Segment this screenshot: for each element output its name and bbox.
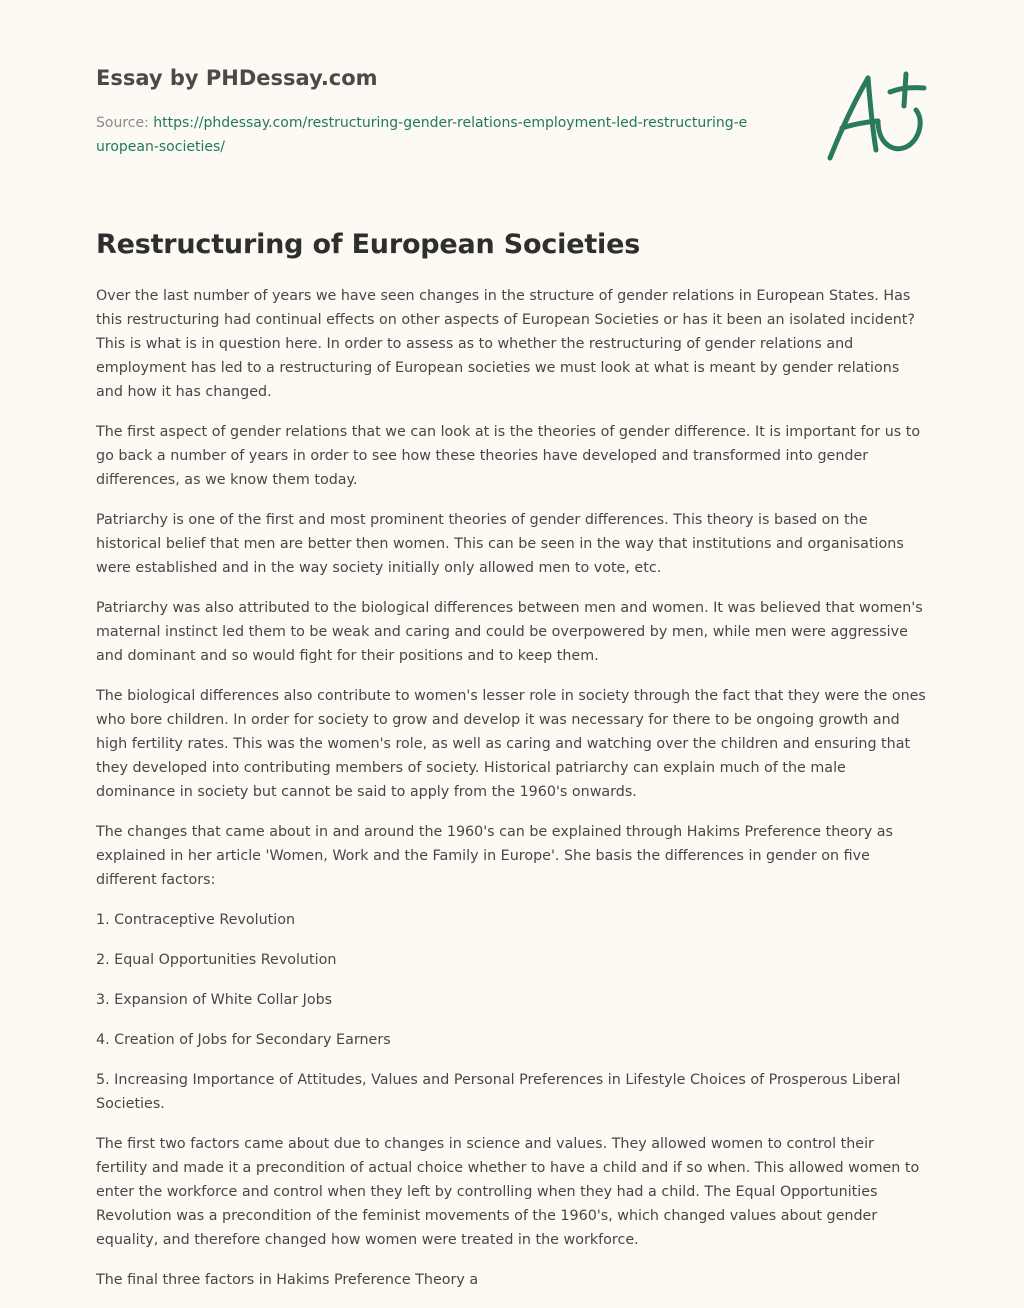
- essay-title: Restructuring of European Societies: [96, 229, 641, 260]
- page-header: [96, 62, 756, 159]
- list-item: 3. Expansion of White Collar Jobs: [96, 992, 333, 1008]
- essay-body: [96, 284, 928, 1308]
- essay-paragraph: The first aspect of gender relations that we can look at is the theories of gender difference. It is important for us to go back a number of years in order to see how these theories have developed and transformed into gender differences, as we know them today.: [96, 424, 921, 488]
- essay-paragraph: Patriarchy is one of the first and most prominent theories of gender differences. This theory is based on the historical belief that men are better then women. This can be seen in the way that institutions and organisations were established and in the way society initially only allowed men to vote, etc.: [96, 512, 904, 576]
- a-plus-logo-icon: [820, 66, 930, 166]
- list-item: 4. Creation of Jobs for Secondary Earners: [96, 1032, 391, 1048]
- essay-paragraph: Patriarchy was also attributed to the biological differences between men and women. It was believed that women's maternal instinct led them to be weak and caring and could be overpowered by men, while men were aggressive and dominant and so would fight for their positions and to keep them.: [96, 600, 923, 664]
- list-item: 5. Increasing Importance of Attitudes, Values and Personal Preferences in Lifestyle Choices of Prosperous Liberal Societies.: [96, 1072, 901, 1112]
- site-title: Essay by PHDessay.com: [96, 66, 378, 90]
- essay-paragraph: The biological differences also contribute to women's lesser role in society through the fact that they were the ones who bore children. In order for society to grow and develop it was necessary for there to be ongoing growth and high fertility rates. This was the women's role, as well as caring and watching over the children and ensuring that they developed into contributing members of society. Historical patriarchy can explain much of the male dominance in society but cannot be said to apply from the 1960's onwards.: [96, 688, 926, 800]
- list-item: 2. Equal Opportunities Revolution: [96, 952, 337, 968]
- source-line: [96, 111, 756, 159]
- essay-paragraph: Over the last number of years we have seen changes in the structure of gender relations in European States. Has this restructuring had continual effects on other aspects of European Societies or has it been an isolated incident? This is what is in question here. In order to assess as to whether the restructuring of gender relations and employment has led to a restructuring of European societies we must look at what is meant by gender relations and how it has changed.: [96, 288, 916, 400]
- source-label: Source:: [96, 115, 154, 131]
- list-item: 1. Contraceptive Revolution: [96, 912, 296, 928]
- source-link[interactable]: https://phdessay.com/restructuring-gender-relations-employment-led-restructuring-european-societies/: [96, 115, 748, 155]
- essay-paragraph: The first two factors came about due to changes in science and values. They allowed women to control their fertility and made it a precondition of actual choice whether to have a child and if so when. This allowed women to enter the workforce and control when they left by controlling when they had a child. The Equal Opportunities Revolution was a precondition of the feminist movements of the 1960's, which changed values about gender equality, and therefore changed how women were treated in the workforce.: [96, 1136, 920, 1248]
- essay-paragraph: The final three factors in Hakims Preference Theory a: [96, 1272, 479, 1288]
- essay-paragraph: The changes that came about in and around the 1960's can be explained through Hakims Preference theory as explained in her article 'Women, Work and the Family in Europe'. She basis the differences in gender on five different factors:: [96, 824, 893, 888]
